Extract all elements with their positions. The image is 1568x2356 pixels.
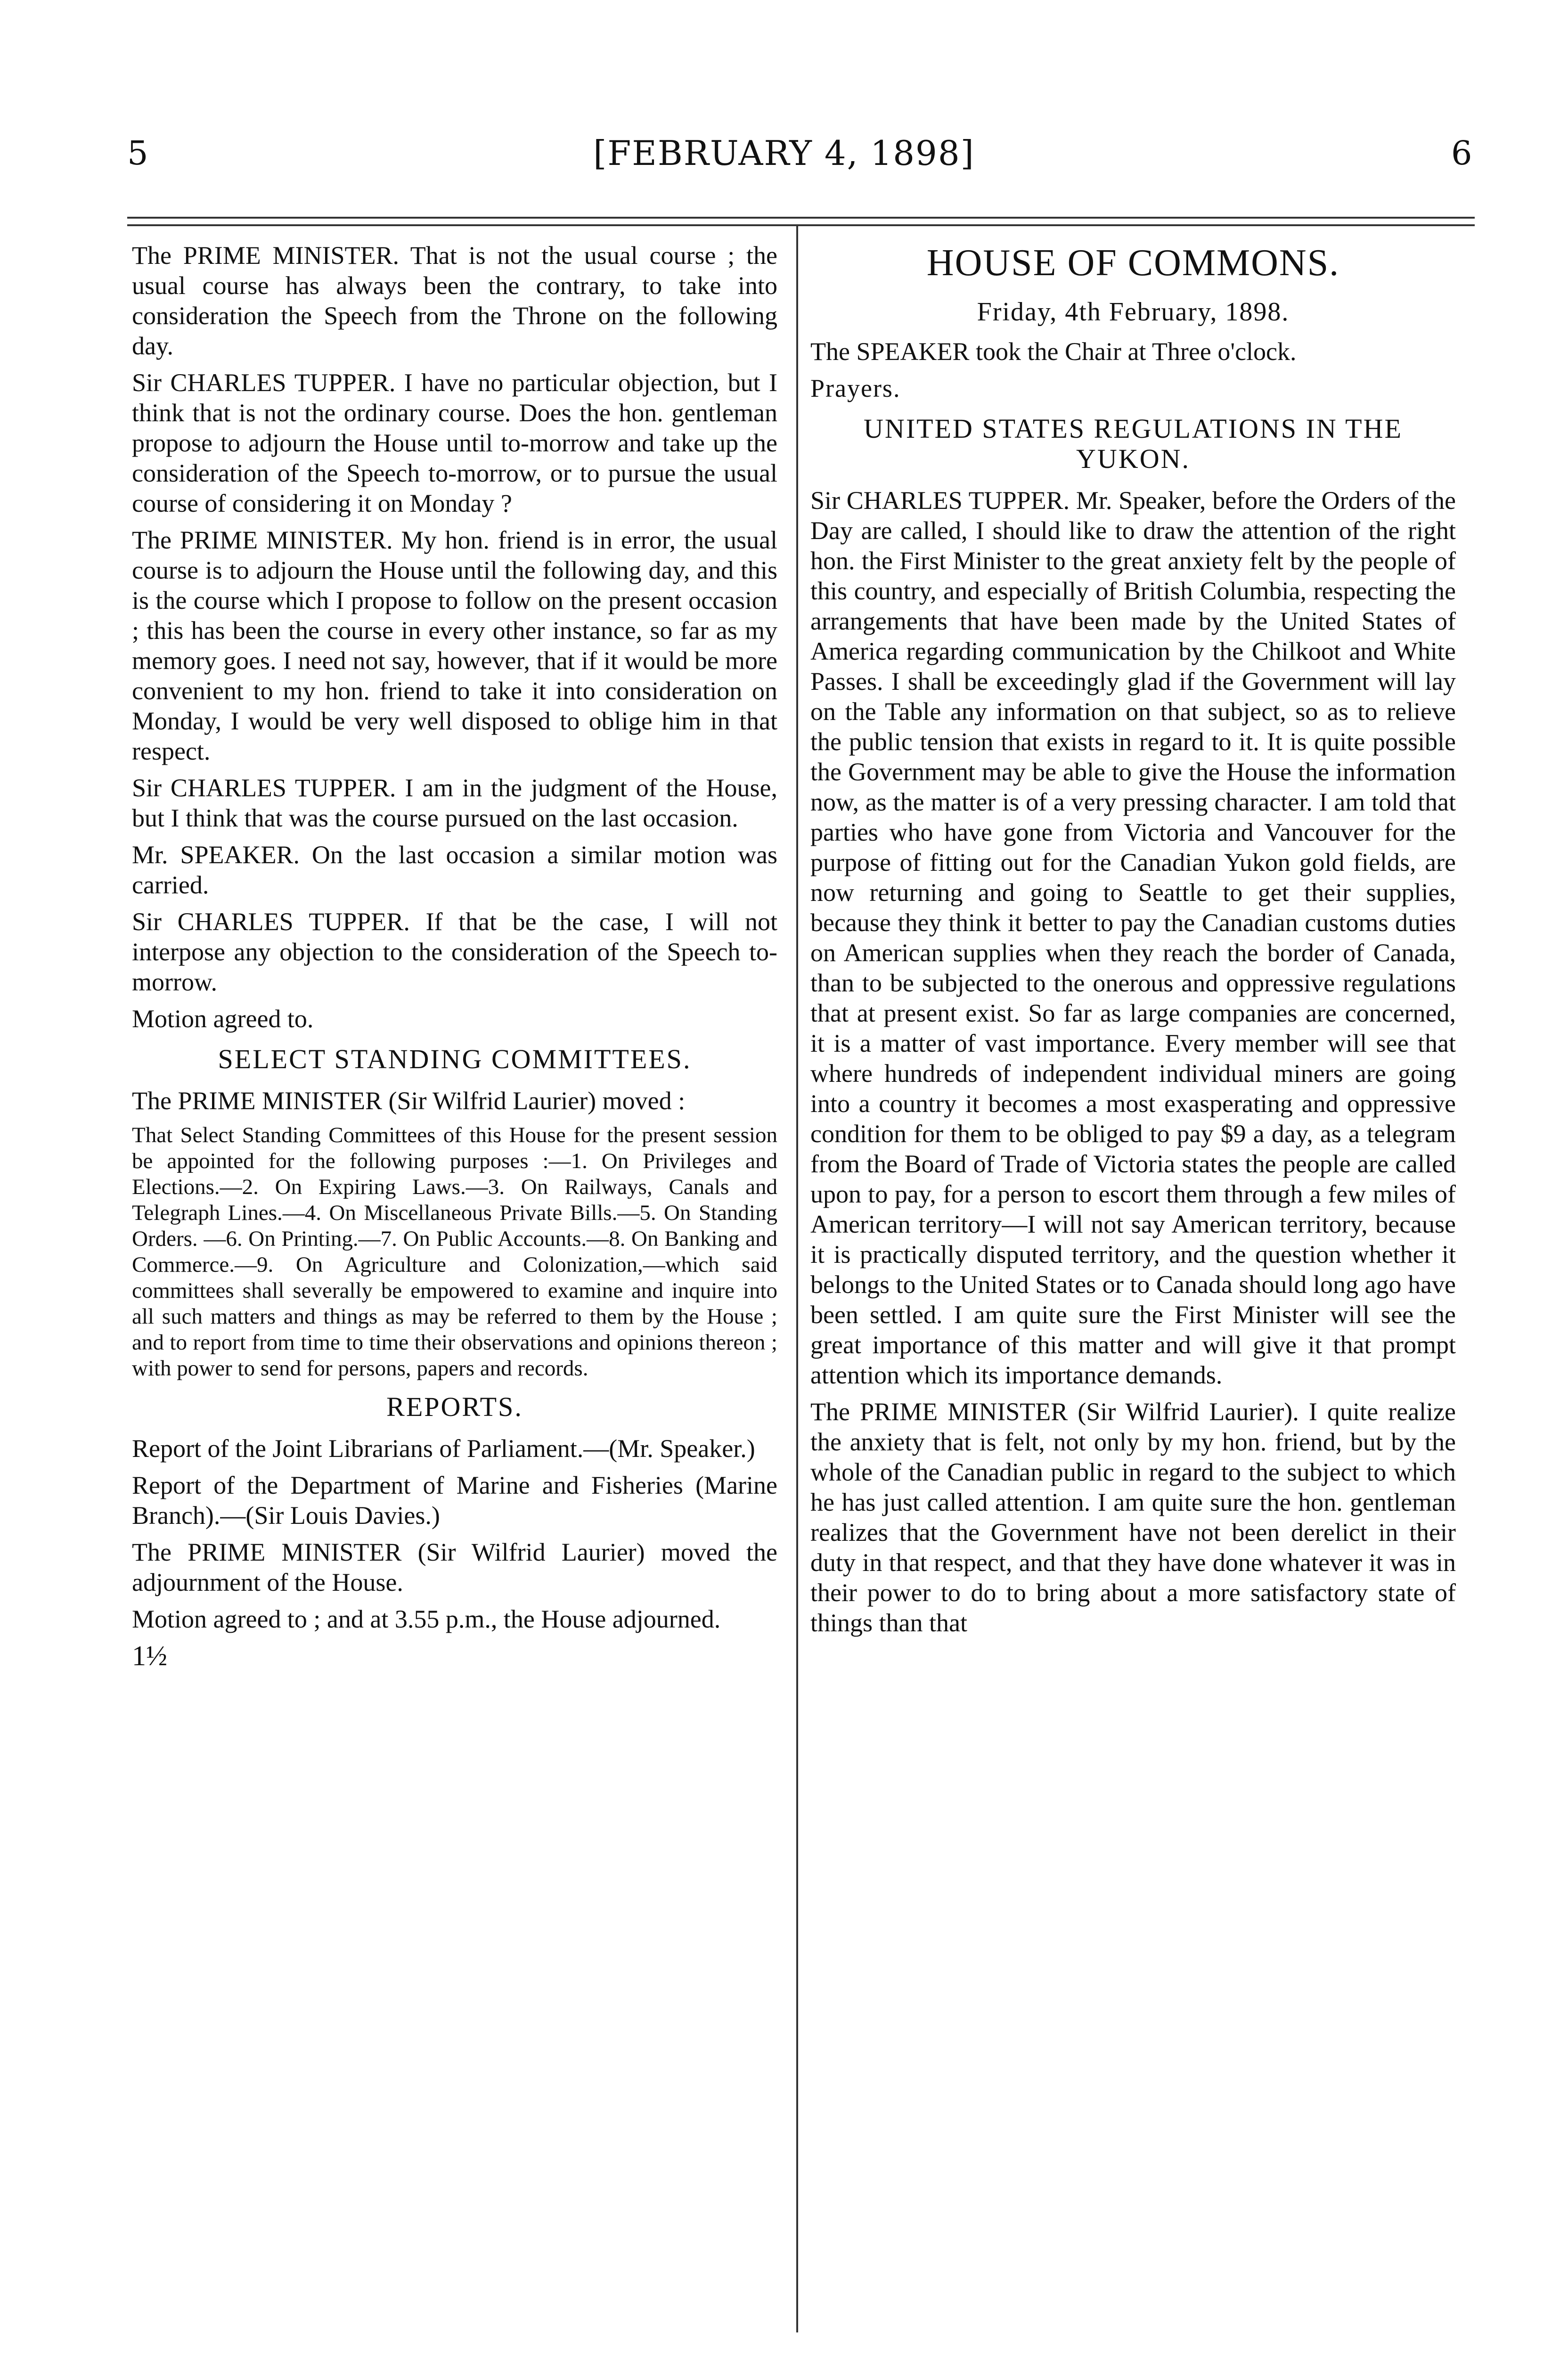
paragraph: Report of the Department of Marine and Fisheries (Marine Branch).—(Sir Louis Davies.) [132,1471,777,1530]
motion-text: That Select Standing Committees of this House for the present session be appointed for the following purposes :—1. On Privileges and Elections.—2. On Expiring Laws.—3. On Railways, Canals and Telegraph Lines.—4. On Miscellaneous Private Bills.—5. On Standing Orders. —6. On Printing.—7. On Public Accounts.—8. On Banking and Commerce.—9. On Agriculture and Colonization,—which said committees shall severally be empowered to examine and inquire into all such matters and things as may be referred to them by the House ; and to report from time to time their observations and opinions thereon ; with power to send for persons, papers and records. [132,1123,777,1381]
paragraph: Motion agreed to ; and at 3.55 p.m., the House adjourned. [132,1605,721,1633]
header-rule [127,217,1475,226]
paragraph: The PRIME MINISTER (Sir Wilfrid Laurier) moved : [132,1087,686,1115]
paragraph: The PRIME MINISTER. My hon. friend is in error, the usual course is to adjourn the House until the following day, and this is the course which I propose to follow on the present occasion ; this has been the course in every other instance, so far as my memory goes. I need not say, however, that if it would be more convenient to my hon. friend to take it into consideration on Monday, I would be very well disposed to oblige him in that respect. [132,526,777,765]
left-column [132,240,777,1671]
paragraph: Sir CHARLES TUPPER. I am in the judgment of the House, but I think that was the course pursued on the last occasion. [132,774,777,832]
paragraph: Sir CHARLES TUPPER. Mr. Speaker, before the Orders of the Day are called, I should like to draw the attention of the right hon. the First Minister to the great anxiety felt by the people of this country, and especially of British Columbia, respecting the arrangements that have been made by the United States of America regarding communication by the Chilkoot and White Passes. I shall be exceedingly glad if the Government will lay on the Table any information on that subject, so as to relieve the public tension that exists in regard to it. It is quite possible the Government may be able to give the House the information now, as the matter is of a very pressing character. I am told that parties who have gone from Victoria and Vancouver for the purpose of fitting out for the Canadian Yukon gold fields, are now returning and going to Seattle to get their supplies, because they think it better to pay the Canadian customs duties on American supplies when they reach the border of Canada, than to be subjected to the onerous and oppressive regulations that at present exist. So far as large companies are concerned, it is a matter of vast importance. Every member will see that where hundreds of independent individual miners are going into a country it becomes a most exasperating and oppressive condition for them to be obliged to pay $9 a day, as a telegram from the Board of Trade of Victoria states the people are called upon to pay, for a person to escort them through a few miles of American territory—I will not say American territory, because it is practically disputed territory, and the question whether it belongs to the United States or to Canada should long ago have been settled. I am quite sure the First Minister will see the great importance of this matter and will give it that prompt attention which its importance demands. [810,486,1456,1389]
page-header [0,132,1568,184]
page-date-title: [FEBRUARY 4, 1898] [593,133,975,173]
paragraph: Sir CHARLES TUPPER. I have no particular objection, but I think that is not the ordinary course. Does the hon. gentleman propose to adjourn the House until to-morrow and take up the consideration of the Speech to-morrow, or to pursue the usual course of considering it on Monday ? [132,368,777,517]
signature-mark: 1½ [132,1640,167,1671]
paragraph: The PRIME MINISTER (Sir Wilfrid Laurier) moved the adjournment of the House. [132,1538,777,1596]
prayers-label: Prayers. [810,374,901,402]
session-date: Friday, 4th February, 1898. [977,297,1290,327]
left-page-number: 5 [127,134,148,172]
paragraph: Report of the Joint Librarians of Parliament.—(Mr. Speaker.) [132,1434,755,1463]
paragraph: The PRIME MINISTER. That is not the usual course ; the usual course has always been the contrary, to take into consideration the Speech from the Throne on the following day. [132,241,777,360]
section-heading: REPORTS. [386,1391,523,1422]
paragraph: The SPEAKER took the Chair at Three o'clock. [810,337,1297,366]
column-divider [796,226,798,2332]
house-title: HOUSE OF COMMONS. [926,242,1340,284]
paragraph: The PRIME MINISTER (Sir Wilfrid Laurier). I quite realize the anxiety that is felt, not only by my hon. friend, but by the whole of the Canadian public in regard to the subject to which he has just called attention. I am quite sure the hon. gentleman realizes that the Government have not been derelict in their duty in that respect, and that they have done whatever it was in their power to do to bring about a more satisfactory state of things than that [810,1398,1456,1637]
paragraph: Sir CHARLES TUPPER. If that be the case, I will not interpose any objection to the consideration of the Speech to-morrow. [132,908,777,996]
section-heading: SELECT STANDING COMMITTEES. [218,1044,692,1074]
right-column [810,240,1456,1644]
right-page-number: 6 [1451,134,1472,172]
section-heading: UNITED STATES REGULATIONS IN THE YUKON. [864,413,1403,474]
paragraph: Mr. SPEAKER. On the last occasion a similar motion was carried. [132,841,777,899]
paragraph: Motion agreed to. [132,1005,314,1033]
